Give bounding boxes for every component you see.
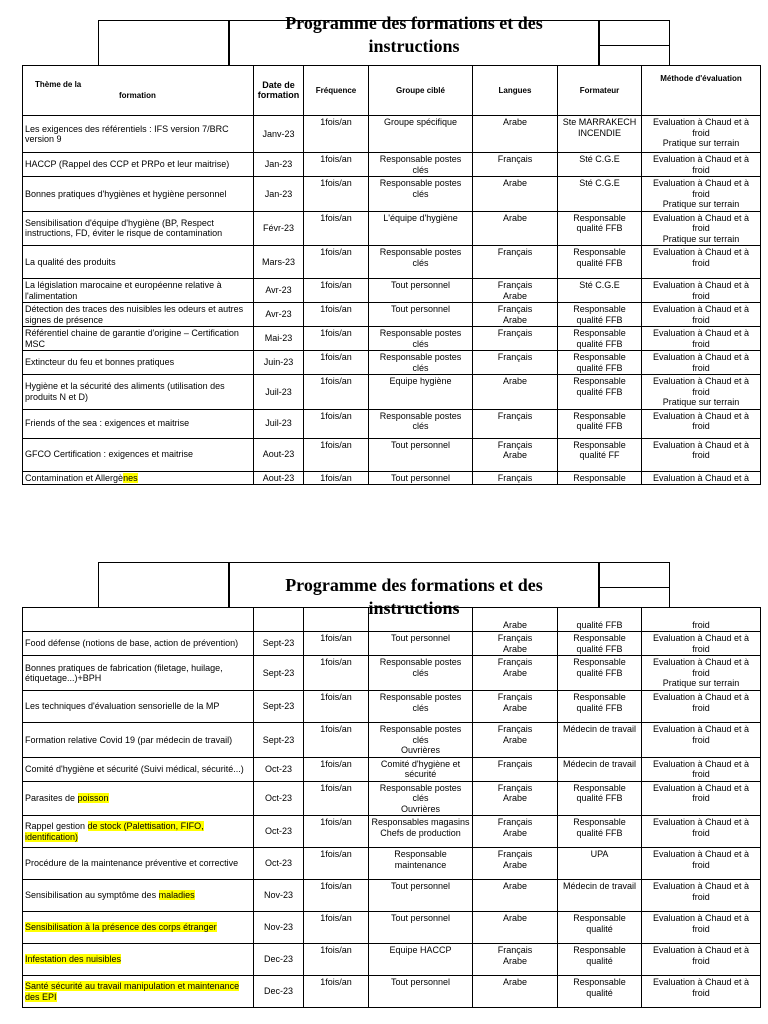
row-theme — [23, 632, 254, 656]
header-theme-line2: formation — [119, 91, 156, 100]
row-theme-highlight: poisson — [77, 793, 109, 803]
row-frequency: 1fois/an — [304, 116, 369, 153]
row-evaluation: Evaluation à Chaud et à froid — [642, 153, 761, 177]
row-languages: Français Arabe — [473, 632, 558, 656]
row-frequency: 1fois/an — [304, 438, 369, 471]
row-date: Sept-23 — [254, 632, 304, 656]
row-target-group: Responsable postes clés Ouvrières — [369, 781, 473, 816]
row-target-group: Responsable postes clés Ouvrières — [369, 723, 473, 758]
row-theme-text: Bonnes pratiques d'hygiènes et hygiène personnel — [25, 188, 227, 199]
row-evaluation: Evaluation à Chaud et à froid Pratique sur terrain — [642, 177, 761, 212]
row-trainer: Médecin de travail — [558, 757, 642, 781]
table-row — [23, 691, 761, 723]
table-row — [23, 944, 761, 976]
row-evaluation: Evaluation à Chaud et à froid — [642, 723, 761, 758]
row-date: Juin-23 — [254, 351, 304, 375]
row-trainer: Responsable qualité — [558, 912, 642, 944]
table-row — [23, 279, 761, 303]
table-row — [23, 471, 761, 485]
row-languages: Français Arabe — [473, 723, 558, 758]
row-evaluation: Evaluation à Chaud et à froid — [642, 246, 761, 279]
row-languages: Arabe — [473, 912, 558, 944]
row-languages: Arabe — [473, 177, 558, 212]
row-target-group: Responsables magasins Chefs de production — [369, 816, 473, 848]
row-target-group: Responsable postes clés — [369, 246, 473, 279]
row-theme-text: La qualité des produits — [25, 256, 116, 267]
row-theme-text: Santé sécurité au travail manipulation et maintenance des EPI — [25, 981, 240, 1002]
row-date: Sept-23 — [254, 656, 304, 691]
row-target-group: Responsable postes clés — [369, 153, 473, 177]
row-theme — [23, 351, 254, 375]
row-date: Avr-23 — [254, 303, 304, 327]
row-evaluation: Evaluation à Chaud et à froid — [642, 691, 761, 723]
row-date: Sept-23 — [254, 723, 304, 758]
row-theme-highlight: nes — [123, 472, 138, 483]
row-languages: Français — [473, 153, 558, 177]
row-languages: Français — [473, 471, 558, 485]
cont-theme — [23, 608, 254, 632]
row-theme-text: Sensibilisation au symptôme des — [25, 890, 159, 901]
row-theme-text: Comité d'hygiène et sécurité (Suivi médical, sécurité...) — [25, 763, 244, 774]
table-row — [23, 211, 761, 246]
row-evaluation: Evaluation à Chaud et à froid — [642, 848, 761, 880]
table-row — [23, 153, 761, 177]
row-evaluation: Evaluation à Chaud et à froid — [642, 912, 761, 944]
row-theme — [23, 246, 254, 279]
row-frequency: 1fois/an — [304, 880, 369, 912]
row-trainer: Responsable qualité FFB — [558, 327, 642, 351]
row-theme — [23, 177, 254, 212]
header-left-box — [98, 562, 230, 608]
row-date: Aout-23 — [254, 471, 304, 485]
row-languages: Français — [473, 351, 558, 375]
row-date: Juil-23 — [254, 375, 304, 410]
row-target-group: Groupe spécifique — [369, 116, 473, 153]
row-frequency: 1fois/an — [304, 848, 369, 880]
header-theme — [23, 66, 254, 116]
row-theme — [23, 327, 254, 351]
row-evaluation: Evaluation à Chaud et à froid Pratique sur terrain — [642, 656, 761, 691]
row-evaluation: Evaluation à Chaud et à froid — [642, 757, 761, 781]
row-trainer: Sté C.G.E — [558, 153, 642, 177]
table-row — [23, 656, 761, 691]
row-evaluation: Evaluation à Chaud et à froid — [642, 816, 761, 848]
row-date: Mai-23 — [254, 327, 304, 351]
row-languages: Arabe — [473, 211, 558, 246]
row-target-group: Responsable postes clés — [369, 177, 473, 212]
row-trainer: Responsable qualité FFB — [558, 303, 642, 327]
row-theme-text: HACCP (Rappel des CCP et PRPo et leur maitrise) — [25, 159, 230, 170]
row-frequency: 1fois/an — [304, 816, 369, 848]
row-trainer: Responsable qualité FFB — [558, 375, 642, 410]
row-trainer: Responsable qualité FFB — [558, 656, 642, 691]
row-trainer: Responsable qualité FF — [558, 438, 642, 471]
row-evaluation: Evaluation à Chaud et à froid — [642, 976, 761, 1008]
row-evaluation: Evaluation à Chaud et à — [642, 471, 761, 485]
row-date: Oct-23 — [254, 848, 304, 880]
row-frequency: 1fois/an — [304, 153, 369, 177]
row-trainer: Responsable qualité FFB — [558, 816, 642, 848]
row-evaluation: Evaluation à Chaud et à froid — [642, 632, 761, 656]
row-target-group: Responsable postes clés — [369, 327, 473, 351]
table-row — [23, 723, 761, 758]
row-frequency: 1fois/an — [304, 177, 369, 212]
table-row — [23, 438, 761, 471]
row-theme-highlight: maladies — [158, 890, 195, 901]
row-evaluation: Evaluation à Chaud et à froid Pratique sur terrain — [642, 116, 761, 153]
row-date: Nov-23 — [254, 880, 304, 912]
row-target-group: Tout personnel — [369, 279, 473, 303]
row-frequency: 1fois/an — [304, 351, 369, 375]
row-date: Oct-23 — [254, 781, 304, 816]
row-frequency: 1fois/an — [304, 757, 369, 781]
row-languages: Arabe — [473, 880, 558, 912]
row-trainer: Responsable qualité — [558, 976, 642, 1008]
row-theme-text: Formation relative Covid 19 (par médecin de travail) — [25, 734, 233, 745]
table-row — [23, 816, 761, 848]
row-frequency: 1fois/an — [304, 912, 369, 944]
row-evaluation: Evaluation à Chaud et à froid — [642, 880, 761, 912]
cont-frequency — [304, 608, 369, 632]
row-trainer: Sté C.G.E — [558, 279, 642, 303]
row-theme-text: Sensibilisation à la présence des corps étranger — [25, 922, 217, 933]
row-languages: Français Arabe — [473, 303, 558, 327]
row-date: Jan-23 — [254, 153, 304, 177]
row-date: Mars-23 — [254, 246, 304, 279]
row-languages: Arabe — [473, 375, 558, 410]
row-theme — [23, 116, 254, 153]
table-row — [23, 781, 761, 816]
row-target-group: Responsable maintenance — [369, 848, 473, 880]
table-row — [23, 246, 761, 279]
row-frequency: 1fois/an — [304, 211, 369, 246]
row-trainer: Sté C.G.E — [558, 177, 642, 212]
header-trainer: Formateur — [558, 66, 642, 116]
row-theme — [23, 880, 254, 912]
row-target-group: Tout personnel — [369, 303, 473, 327]
row-theme-text: Extincteur du feu et bonnes pratiques — [25, 357, 175, 368]
cont-languages: Arabe — [473, 608, 558, 632]
row-trainer: Responsable qualité FFB — [558, 351, 642, 375]
row-target-group: Tout personnel — [369, 471, 473, 485]
cont-date — [254, 608, 304, 632]
row-evaluation: Evaluation à Chaud et à froid Pratique sur terrain — [642, 375, 761, 410]
row-evaluation: Evaluation à Chaud et à froid — [642, 944, 761, 976]
header-right-box-top — [598, 562, 670, 588]
table-row — [23, 848, 761, 880]
header-right-box-top — [598, 20, 670, 46]
row-languages: Français — [473, 246, 558, 279]
table-row — [23, 409, 761, 438]
row-theme — [23, 656, 254, 691]
row-evaluation: Evaluation à Chaud et à froid — [642, 351, 761, 375]
row-languages: Français Arabe — [473, 816, 558, 848]
table-row — [23, 912, 761, 944]
row-theme — [23, 279, 254, 303]
row-target-group: L'équipe d'hygiène — [369, 211, 473, 246]
row-trainer: Responsable qualité FFB — [558, 691, 642, 723]
row-theme — [23, 816, 254, 848]
row-theme — [23, 781, 254, 816]
row-target-group: Comité d'hygiène et sécurité — [369, 757, 473, 781]
row-theme-text: Les techniques d'évaluation sensorielle de la MP — [25, 701, 220, 712]
row-frequency: 1fois/an — [304, 781, 369, 816]
row-theme-text: Parasites de — [25, 793, 78, 803]
row-date: Févr-23 — [254, 211, 304, 246]
row-evaluation: Evaluation à Chaud et à froid — [642, 781, 761, 816]
row-frequency: 1fois/an — [304, 471, 369, 485]
row-frequency: 1fois/an — [304, 327, 369, 351]
row-frequency: 1fois/an — [304, 691, 369, 723]
row-theme-text: Référentiel chaine de garantie d'origine – Certification MSC — [25, 328, 239, 349]
row-theme — [23, 944, 254, 976]
row-theme-text: Bonnes pratiques de fabrication (filetage, huilage, étiquetage...)+BPH — [25, 662, 223, 683]
row-date: Juil-23 — [254, 409, 304, 438]
row-trainer: Ste MARRAKECH INCENDIE — [558, 116, 642, 153]
cont-evaluation: froid — [642, 608, 761, 632]
row-frequency: 1fois/an — [304, 632, 369, 656]
table-row — [23, 632, 761, 656]
row-languages: Arabe — [473, 976, 558, 1008]
row-evaluation: Evaluation à Chaud et à froid — [642, 438, 761, 471]
table-row — [23, 375, 761, 410]
row-date: Oct-23 — [254, 757, 304, 781]
row-theme-text: Food défense (notions de base, action de prévention) — [25, 638, 239, 649]
row-theme — [23, 375, 254, 410]
header-date: Date de formation — [254, 66, 304, 116]
row-trainer: Responsable — [558, 471, 642, 485]
row-theme — [23, 211, 254, 246]
row-theme-text: Hygiène et la sécurité des aliments (utilisation des produits N et D) — [25, 381, 225, 402]
row-theme — [23, 976, 254, 1008]
row-trainer: Responsable qualité FFB — [558, 632, 642, 656]
row-target-group: Responsable postes clés — [369, 656, 473, 691]
page-title-2: Programme des formations et des instructions — [285, 575, 543, 618]
row-theme-highlight: de stock (Palettisation, FIFO, identification) — [25, 821, 204, 842]
row-evaluation: Evaluation à Chaud et à froid — [642, 303, 761, 327]
row-target-group: Responsable postes clés — [369, 409, 473, 438]
row-trainer: Responsable qualité FFB — [558, 246, 642, 279]
row-theme — [23, 723, 254, 758]
row-theme-text: Contamination et Allergè — [25, 472, 124, 483]
row-theme-text: Sensibilisation d'équipe d'hygiène (BP, Respect instructions, FD, éviter le risque de contamination — [25, 217, 223, 239]
table-row — [23, 177, 761, 212]
row-target-group: Tout personnel — [369, 438, 473, 471]
row-languages: Français Arabe — [473, 438, 558, 471]
header-target-group: Groupe ciblé — [369, 66, 473, 116]
row-target-group: Responsable postes clés — [369, 351, 473, 375]
row-date: Dec-23 — [254, 944, 304, 976]
row-theme — [23, 303, 254, 327]
row-target-group: Equipe HACCP — [369, 944, 473, 976]
row-frequency: 1fois/an — [304, 246, 369, 279]
row-languages: Français Arabe — [473, 944, 558, 976]
row-frequency: 1fois/an — [304, 656, 369, 691]
row-trainer: Médecin de travail — [558, 880, 642, 912]
header-frequency: Fréquence — [304, 66, 369, 116]
page-title: Programme des formations et des instructions — [285, 13, 543, 56]
row-theme — [23, 153, 254, 177]
row-theme — [23, 757, 254, 781]
row-languages: Français Arabe — [473, 691, 558, 723]
row-evaluation: Evaluation à Chaud et à froid — [642, 409, 761, 438]
header-theme-line1: Thème de la — [35, 80, 82, 89]
header-languages: Langues — [473, 66, 558, 116]
row-frequency: 1fois/an — [304, 723, 369, 758]
row-theme-text: GFCO Certification : exigences et maitrise — [25, 449, 194, 460]
row-trainer: Responsable qualité — [558, 944, 642, 976]
row-evaluation: Evaluation à Chaud et à froid — [642, 327, 761, 351]
training-table-page-1 — [22, 65, 761, 485]
row-frequency: 1fois/an — [304, 375, 369, 410]
row-frequency: 1fois/an — [304, 409, 369, 438]
row-date: Sept-23 — [254, 691, 304, 723]
row-theme — [23, 409, 254, 438]
row-theme — [23, 471, 254, 485]
row-theme-text: Friends of the sea : exigences et maitrise — [25, 418, 190, 429]
row-languages: Français Arabe — [473, 848, 558, 880]
row-theme-text: Détection des traces des nuisibles les odeurs et autres signes de présence — [25, 304, 244, 325]
table-row — [23, 757, 761, 781]
row-target-group: Equipe hygiène — [369, 375, 473, 410]
table-row — [23, 880, 761, 912]
row-languages: Français Arabe — [473, 781, 558, 816]
row-date: Dec-23 — [254, 976, 304, 1008]
table-row — [23, 303, 761, 327]
row-date: Jan-23 — [254, 177, 304, 212]
training-table-page-2 — [22, 607, 761, 1008]
row-target-group: Responsable postes clés — [369, 691, 473, 723]
row-languages: Arabe — [473, 116, 558, 153]
row-languages: Français Arabe — [473, 279, 558, 303]
table-row — [23, 116, 761, 153]
row-languages: Français — [473, 409, 558, 438]
row-trainer: UPA — [558, 848, 642, 880]
row-theme-text: La législation marocaine et européenne relative à l'alimentation — [25, 280, 222, 301]
table-row — [23, 976, 761, 1008]
row-target-group: Tout personnel — [369, 976, 473, 1008]
table-row — [23, 351, 761, 375]
table-continuation-row — [23, 608, 761, 632]
row-trainer: Responsable qualité FFB — [558, 409, 642, 438]
row-target-group: Tout personnel — [369, 912, 473, 944]
row-theme — [23, 912, 254, 944]
row-date: Oct-23 — [254, 816, 304, 848]
row-date: Aout-23 — [254, 438, 304, 471]
row-trainer: Médecin de travail — [558, 723, 642, 758]
header-left-box — [98, 20, 230, 66]
row-evaluation: Evaluation à Chaud et à froid Pratique sur terrain — [642, 211, 761, 246]
row-theme — [23, 438, 254, 471]
row-date: Nov-23 — [254, 912, 304, 944]
table-header-row — [23, 66, 761, 116]
header-right-box-bottom — [598, 587, 670, 608]
row-theme-text: Les exigences des référentiels : IFS version 7/BRC version 9 — [25, 123, 229, 144]
row-frequency: 1fois/an — [304, 976, 369, 1008]
cont-trainer: qualité FFB — [558, 608, 642, 632]
header-right-box-bottom — [598, 45, 670, 66]
row-theme-text: Rappel gestion — [25, 821, 88, 831]
row-trainer: Responsable qualité FFB — [558, 781, 642, 816]
row-frequency: 1fois/an — [304, 279, 369, 303]
row-target-group: Tout personnel — [369, 880, 473, 912]
row-trainer: Responsable qualité FFB — [558, 211, 642, 246]
row-theme — [23, 691, 254, 723]
row-theme-text: Procédure de la maintenance préventive et corrective — [25, 858, 239, 869]
table-row — [23, 327, 761, 351]
row-languages: Français — [473, 327, 558, 351]
row-frequency: 1fois/an — [304, 303, 369, 327]
cont-target-group — [369, 608, 473, 632]
row-languages: Français — [473, 757, 558, 781]
row-theme — [23, 848, 254, 880]
header-evaluation-method: Méthode d'évaluation — [642, 66, 761, 116]
row-theme-text: Infestation des nuisibles — [25, 954, 122, 965]
row-frequency: 1fois/an — [304, 944, 369, 976]
row-date: Avr-23 — [254, 279, 304, 303]
row-date: Janv-23 — [254, 116, 304, 153]
row-evaluation: Evaluation à Chaud et à froid — [642, 279, 761, 303]
row-languages: Français Arabe — [473, 656, 558, 691]
row-target-group: Tout personnel — [369, 632, 473, 656]
